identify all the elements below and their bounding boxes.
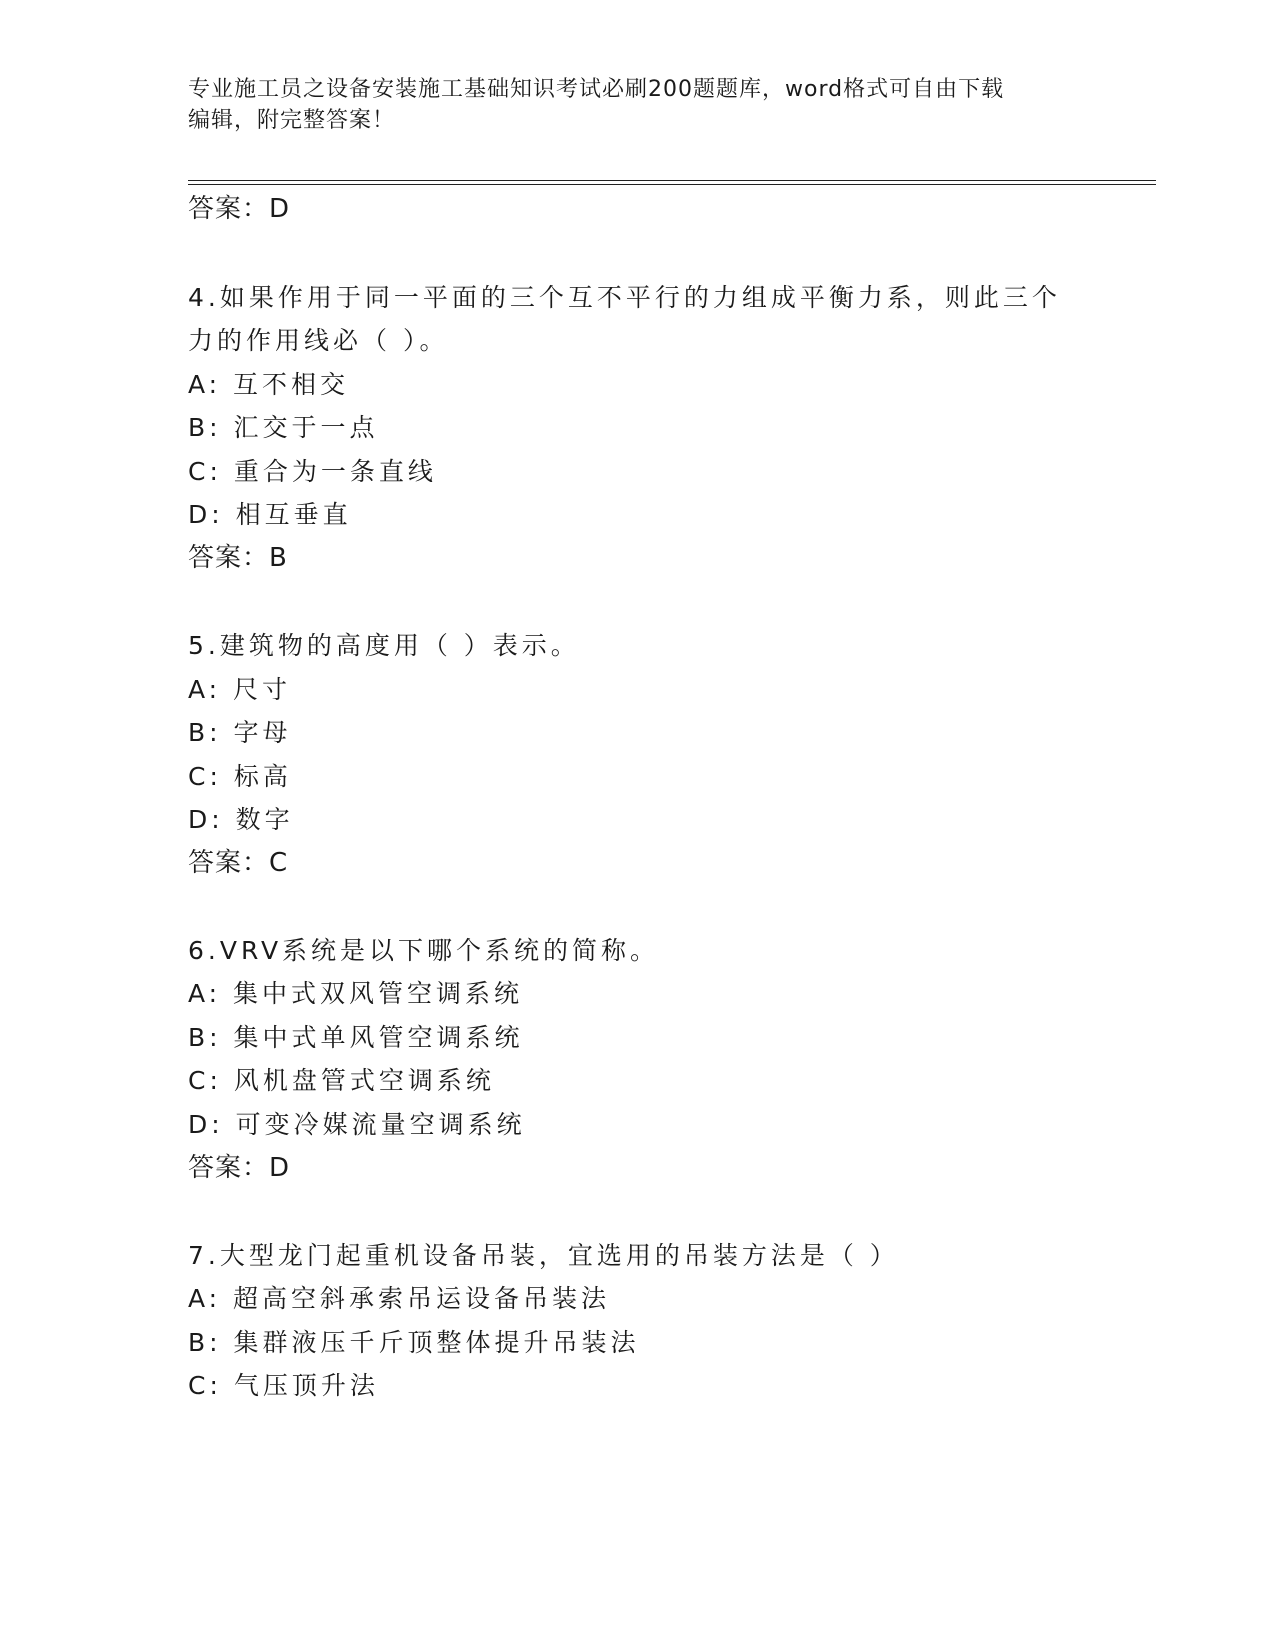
question-7-option-b: B: 集群液压千斤顶整体提升吊装法: [188, 1328, 640, 1357]
question-5-option-c: C: 标高: [188, 762, 292, 791]
question-5-option-d: D: 数字: [188, 805, 294, 834]
question-7-option-a: A: 超高空斜承索吊运设备吊装法: [188, 1284, 611, 1313]
header-divider-top: [188, 180, 1156, 181]
header-line-2: 编辑，附完整答案！: [188, 108, 396, 133]
header-line-1: 专业施工员之设备安装施工基础知识考试必刷200题题库，word格式可自由下载: [188, 77, 1005, 102]
question-5-answer: 答案：C: [188, 848, 289, 878]
question-6-option-d: D: 可变冷媒流量空调系统: [188, 1110, 526, 1139]
question-5-option-b: B: 字母: [188, 718, 292, 747]
question-4-answer: 答案：B: [188, 543, 288, 573]
question-5-option-a: A: 尺寸: [188, 675, 292, 704]
previous-answer: 答案：D: [188, 194, 291, 224]
question-4-option-a: A: 互不相交: [188, 370, 350, 399]
question-4-stem-line-1: 4.如果作用于同一平面的三个互不平行的力组成平衡力系，则此三个: [188, 283, 1061, 312]
question-4-stem-line-2: 力的作用线必（ ）。: [188, 326, 449, 355]
question-4-option-d: D: 相互垂直: [188, 500, 352, 529]
header-divider-bottom: [188, 184, 1156, 185]
question-4-option-b: B: 汇交于一点: [188, 413, 379, 442]
question-6-answer: 答案：D: [188, 1153, 291, 1183]
question-6-option-c: C: 风机盘管式空调系统: [188, 1066, 495, 1095]
question-5-stem: 5.建筑物的高度用（ ）表示。: [188, 631, 580, 660]
document-header: [188, 74, 1088, 136]
question-6-option-b: B: 集中式单风管空调系统: [188, 1023, 524, 1052]
question-7-option-c: C: 气压顶升法: [188, 1371, 379, 1400]
question-6-stem: 6.VRV系统是以下哪个系统的简称。: [188, 936, 660, 965]
question-6-option-a: A: 集中式双风管空调系统: [188, 979, 524, 1008]
question-7-stem: 7.大型龙门起重机设备吊装，宜选用的吊装方法是（ ）: [188, 1241, 899, 1270]
question-4-option-c: C: 重合为一条直线: [188, 457, 437, 486]
